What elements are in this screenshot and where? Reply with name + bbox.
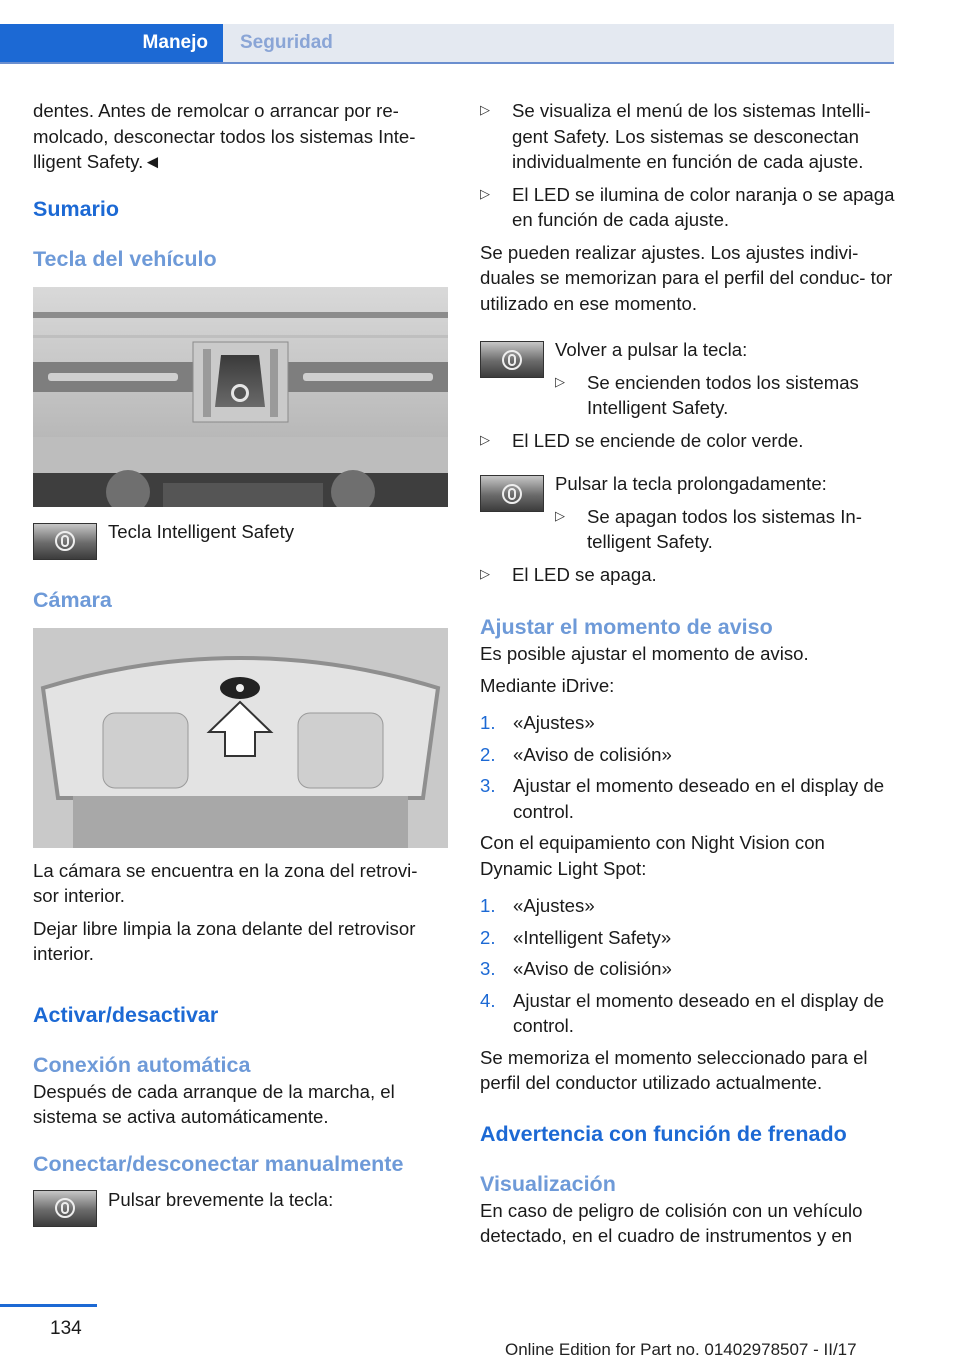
bullet-text: El LED se enciende de color verde. [512, 429, 804, 451]
volver-text: Volver a pulsar la tecla: [555, 339, 748, 360]
bullet-text: El LED se apaga. [512, 563, 657, 585]
prolongada-row [480, 475, 898, 555]
bullet-item [480, 98, 898, 175]
heading-conexion: Conexión automática [33, 1052, 251, 1077]
intelligent-safety-button-icon [33, 523, 97, 560]
bullet-text: Se apagan todos los sistemas In‐ telligent Safety. [587, 505, 862, 552]
list-item [480, 988, 898, 1039]
bullet-text: Se encienden todos los sistemas Intelligent Safety. [587, 371, 859, 418]
left-column [33, 98, 451, 1227]
footer-accent-line [0, 1304, 97, 1307]
right-column [480, 98, 898, 1249]
bullet-item [555, 504, 898, 555]
heading-tecla-vehiculo: Tecla del vehículo [33, 246, 217, 271]
tecla-row [33, 520, 451, 560]
list-text: «Ajustes» [513, 712, 595, 733]
list-text: «Aviso de colisión» [513, 743, 672, 765]
bullet-item [480, 428, 898, 454]
windshield-illustration [33, 628, 448, 848]
triangle-right-outline-icon: ▷ [555, 507, 565, 523]
posible-paragraph: Es posible ajustar el momento de aviso. [480, 643, 809, 664]
triangle-right-outline-icon: ▷ [480, 185, 490, 201]
bullet-item [555, 370, 898, 421]
night-vision-paragraph: Con el equipamiento con Night Vision con Dynamic Light Spot: [480, 832, 825, 879]
bullet-text: Se visualiza el menú de los sistemas Intelli‐ gent Safety. Los sistemas se desconectan individualmente en función de cada ajuste. [512, 100, 871, 172]
manual-caption: Pulsar brevemente la tecla: [108, 1188, 334, 1210]
heading-activar: Activar/desactivar [33, 1002, 219, 1027]
idrive-paragraph: Mediante iDrive: [480, 674, 615, 696]
intelligent-safety-button-icon [33, 1190, 97, 1227]
heading-sumario: Sumario [33, 196, 120, 221]
memoriza-paragraph: Se memoriza el momento seleccionado para el perfil del conductor utilizado actualmente. [480, 1046, 868, 1093]
triangle-right-outline-icon: ▷ [480, 565, 490, 581]
dashboard-photo [33, 287, 448, 507]
tab-seguridad-label: Seguridad [240, 32, 333, 53]
list-text: Ajustar el momento deseado en el display de control. [513, 989, 885, 1036]
numbered-list-2 [480, 893, 898, 1039]
list-number: 1. [480, 895, 496, 916]
list-text: «Intelligent Safety» [513, 926, 672, 948]
heading-visualizacion: Visualización [480, 1171, 616, 1196]
caso-paragraph: En caso de peligro de colisión con un vehículo detectado, en el cuadro de instrumentos y en [480, 1199, 863, 1246]
page-number: 134 [50, 1318, 82, 1339]
prolongada-text: Pulsar la tecla prolongadamente: [555, 473, 827, 494]
intelligent-safety-button-icon [480, 341, 544, 378]
bullet-item [480, 562, 898, 588]
triangle-right-outline-icon: ▷ [555, 373, 565, 389]
conexion-paragraph: Después de cada arranque de la marcha, el sistema se activa automáticamente. [33, 1080, 395, 1127]
header-tabs [0, 24, 894, 64]
list-item [480, 773, 898, 824]
manual-row [33, 1190, 451, 1227]
tecla-caption: Tecla Intelligent Safety [108, 520, 295, 542]
list-number: 3. [480, 958, 496, 979]
list-text: «Aviso de colisión» [513, 958, 672, 979]
list-text: Ajustar el momento deseado en el display de control. [513, 775, 885, 822]
dashboard-illustration [33, 287, 448, 507]
list-number: 2. [480, 926, 496, 948]
list-item [480, 925, 898, 951]
intro-paragraph: dentes. Antes de remolcar o arrancar por re‐ molcado, desconectar todos los sistemas Inte‐ lligent Safety.◄ [33, 100, 416, 172]
bullet-item [480, 182, 898, 233]
list-number: 1. [480, 712, 496, 733]
list-item [480, 710, 898, 736]
tab-seguridad[interactable] [223, 24, 894, 62]
edition-text: Online Edition for Part no. 01402978507 - II/17 [505, 1340, 857, 1359]
list-text: «Ajustes» [513, 895, 595, 916]
heading-ajustar: Ajustar el momento de aviso [480, 615, 773, 639]
heading-advertencia: Advertencia con función de frenado [480, 1121, 847, 1146]
intelligent-safety-button-icon [480, 475, 544, 512]
list-number: 3. [480, 775, 496, 796]
tab-manejo-label: Manejo [142, 32, 208, 53]
bullet-text: El LED se ilumina de color naranja o se apaga en función de cada ajuste. [512, 183, 895, 230]
camara-paragraph-1: La cámara se encuentra en la zona del retrovi‐ sor interior. [33, 859, 418, 906]
list-item [480, 893, 898, 919]
camera-photo [33, 628, 448, 848]
ajustes-paragraph: Se pueden realizar ajustes. Los ajustes indivi‐ duales se memorizan para el perfil del conduc‐ tor utilizado en ese momento. [480, 241, 893, 314]
triangle-right-outline-icon: ▷ [480, 431, 490, 447]
list-item [480, 956, 898, 982]
list-number: 2. [480, 743, 496, 765]
list-number: 4. [480, 989, 496, 1011]
list-item [480, 742, 898, 768]
numbered-list-1 [480, 710, 898, 824]
heading-camara: Cámara [33, 587, 112, 612]
camara-paragraph-2: Dejar libre limpia la zona delante del retrovisor interior. [33, 917, 416, 964]
tab-manejo[interactable] [0, 24, 223, 62]
heading-manual: Conectar/desconectar manualmente [33, 1151, 404, 1176]
volver-row [480, 341, 898, 421]
triangle-right-outline-icon: ▷ [480, 102, 490, 117]
